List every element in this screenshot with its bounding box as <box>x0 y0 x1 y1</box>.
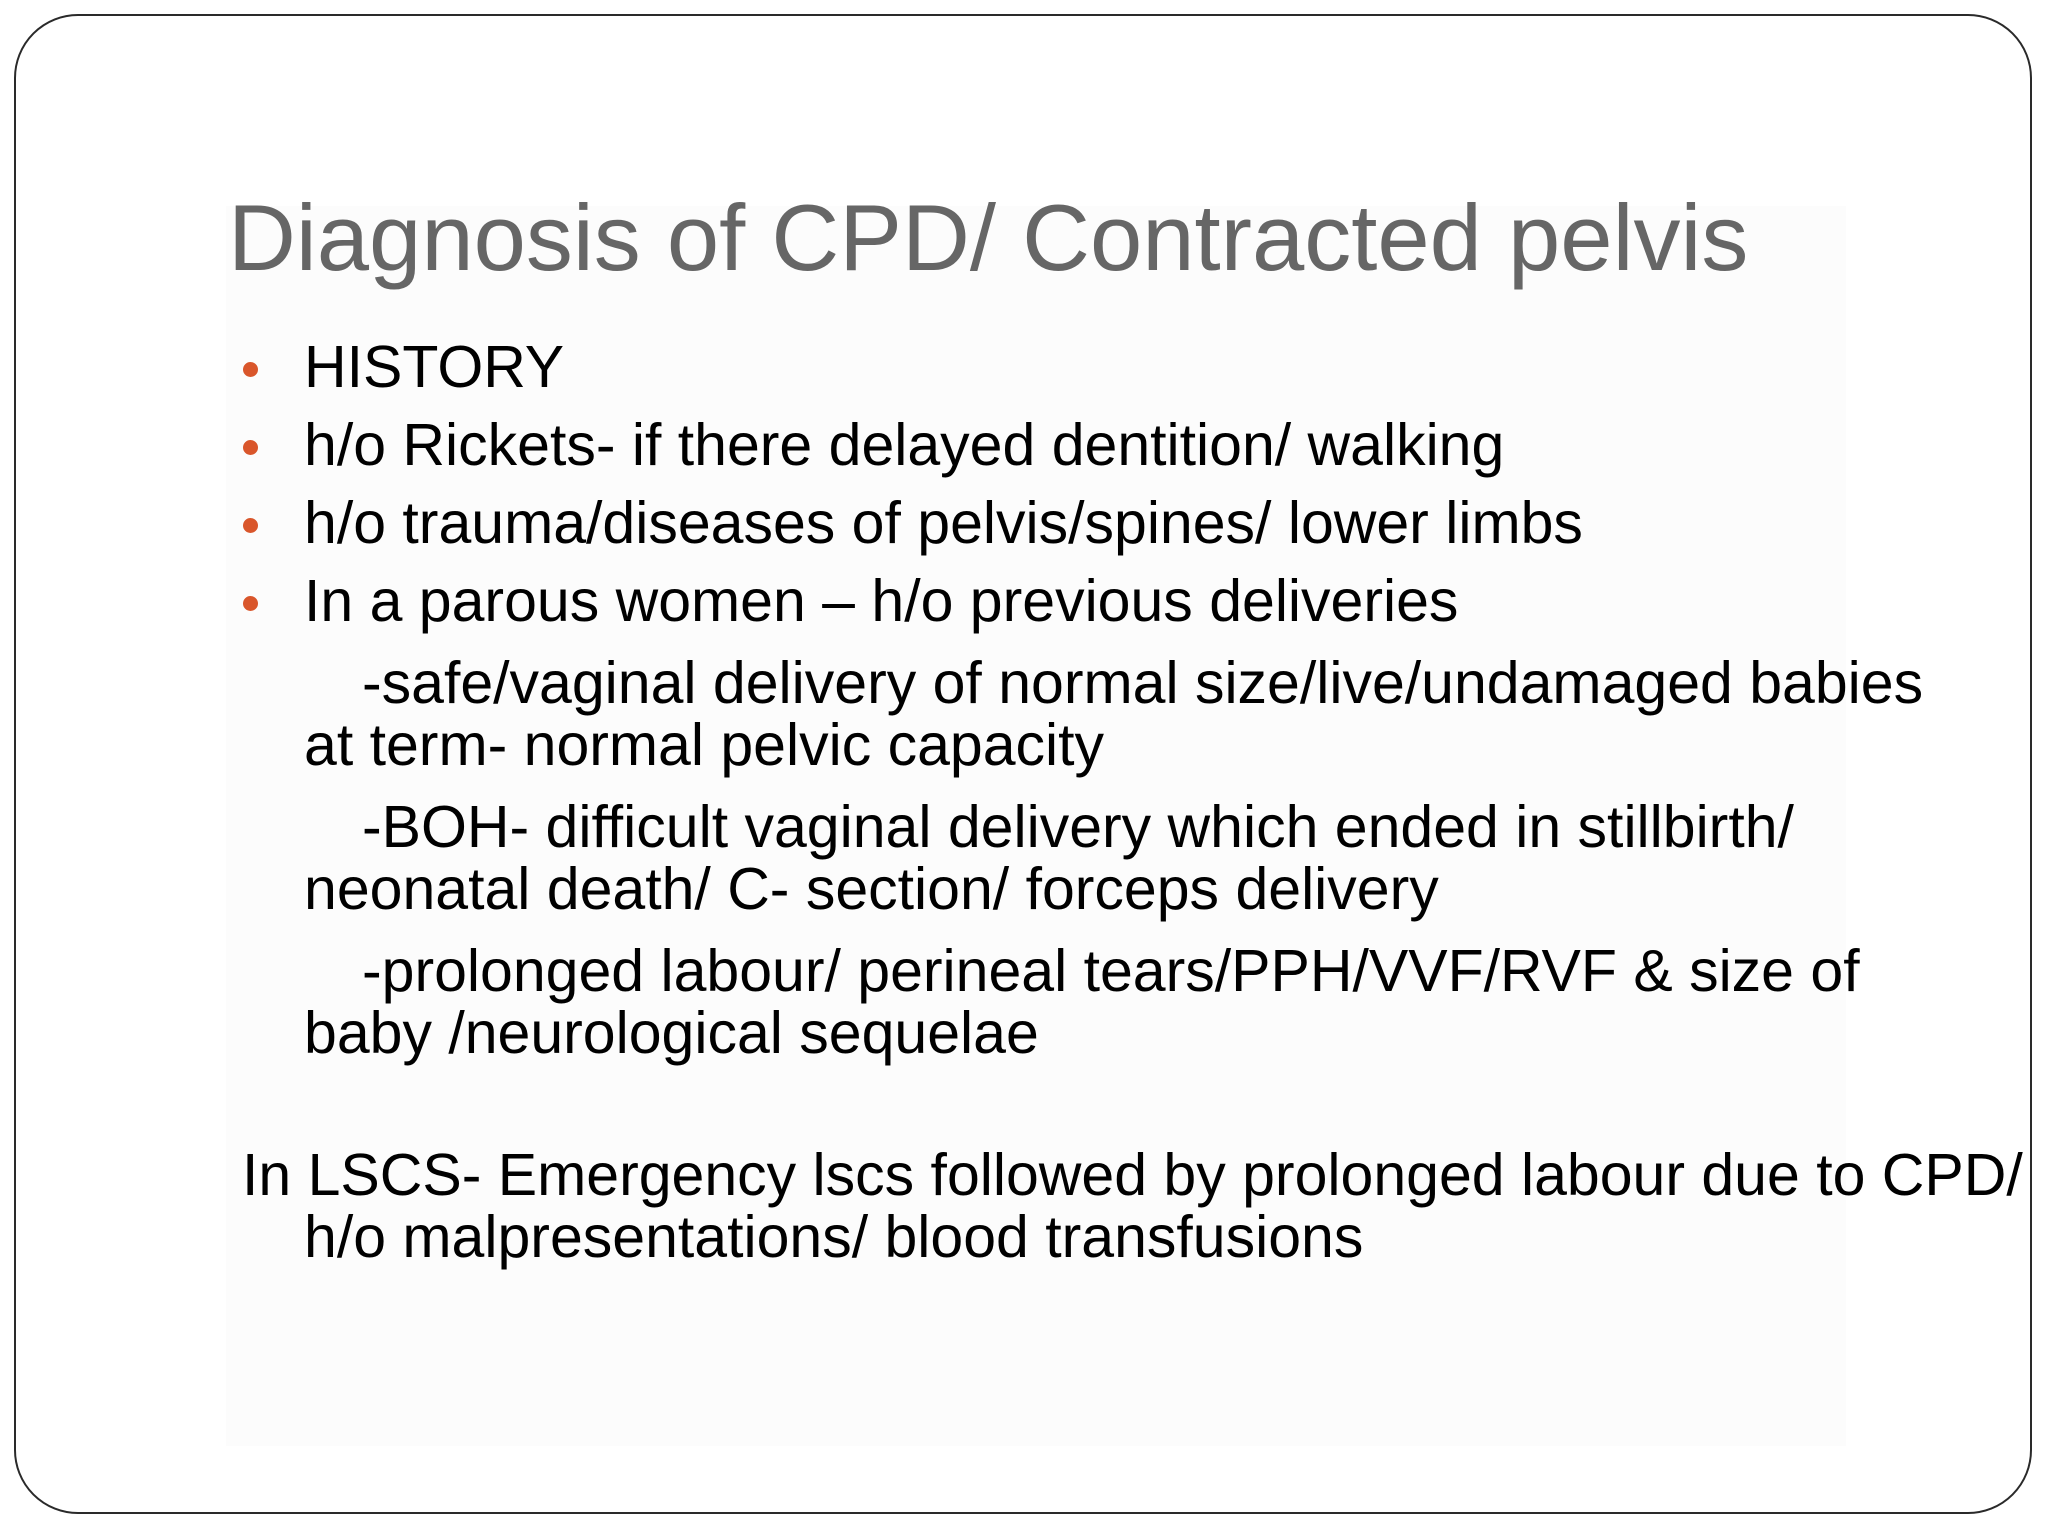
bullet-item-history <box>230 336 1930 414</box>
sub-item-safe-delivery: -safe/vaginal delivery of normal size/live/undamaged babies at term- normal pelvic capacity <box>304 650 1940 778</box>
bullet-dot-icon <box>243 440 258 455</box>
slide <box>14 14 2032 1514</box>
bullet-text: h/o trauma/diseases of pelvis/spines/ lower limbs <box>304 490 1583 556</box>
bullet-item-parous <box>230 570 1930 648</box>
sub-item-list <box>304 650 1940 1086</box>
bullet-list <box>230 336 1930 648</box>
bullet-item-trauma <box>230 492 1930 570</box>
bullet-item-rickets <box>230 414 1930 492</box>
sub-item-prolonged-labour: -prolonged labour/ perineal tears/PPH/VVF/RVF & size of baby /neurological sequelae <box>304 938 1876 1066</box>
bullet-dot-icon <box>243 362 258 377</box>
sub-item-boh: -BOH- difficult vaginal delivery which ended in stillbirth/ neonatal death/ C- section/ forceps delivery <box>304 794 1811 922</box>
bullet-dot-icon <box>243 596 258 611</box>
bullet-text: h/o Rickets- if there delayed dentition/ walking <box>304 412 1505 478</box>
bullet-dot-icon <box>243 518 258 533</box>
slide-title: Diagnosis of CPD/ Contracted pelvis <box>228 185 1749 290</box>
lscs-note: In LSCS- Emergency lscs followed by prolonged labour due to CPD/ h/o malpresentations/ blood transfusions <box>242 1142 2023 1270</box>
bullet-text: HISTORY <box>304 334 565 400</box>
bullet-text: In a parous women – h/o previous deliveries <box>304 568 1459 634</box>
